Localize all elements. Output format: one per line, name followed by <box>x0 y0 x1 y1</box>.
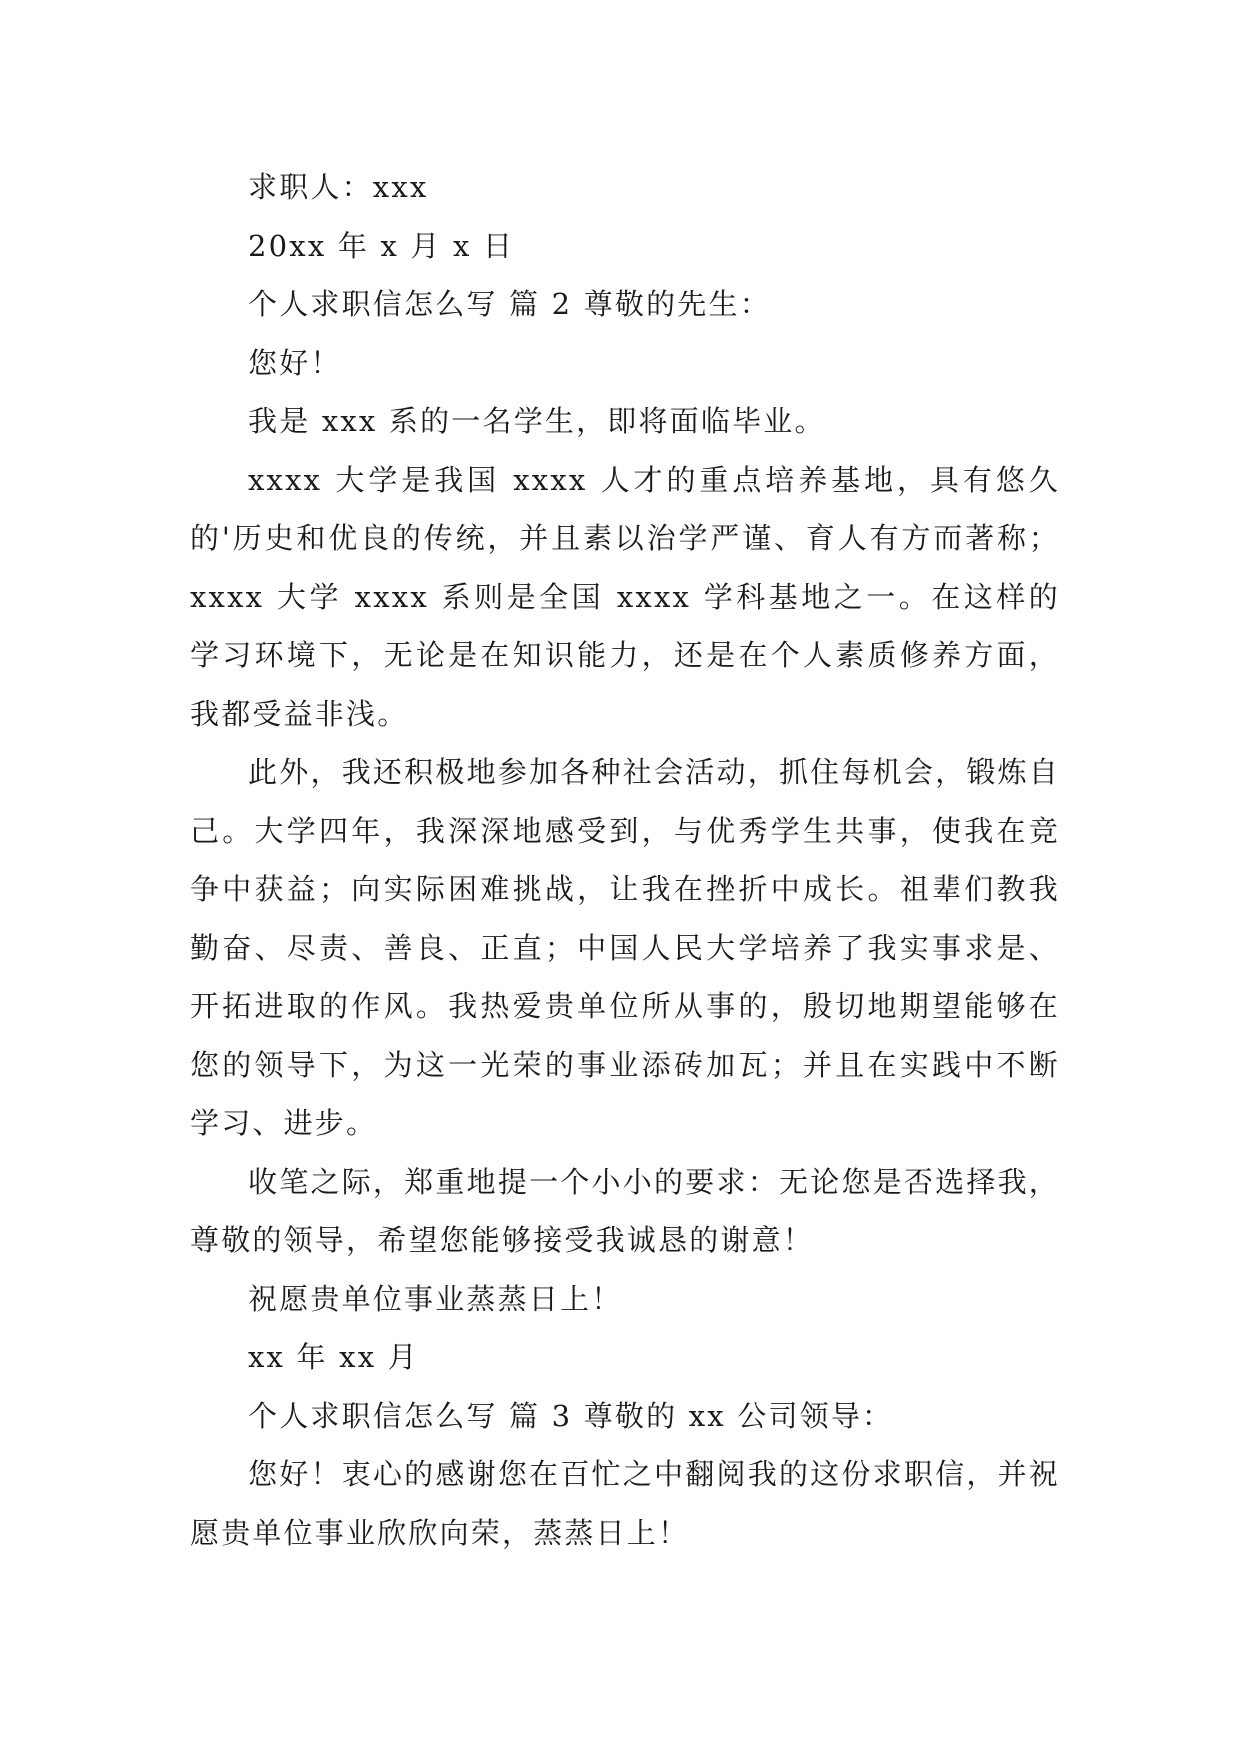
applicant-signature: 求职人：xxx <box>248 170 429 204</box>
greeting: 您好！ <box>248 345 342 380</box>
intro-paragraph: 我是 xxx 系的一名学生，即将面临毕业。 <box>248 404 826 438</box>
wishes-line: 祝愿贵单位事业蒸蒸日上！ <box>248 1281 623 1316</box>
university-paragraph: xxxx 大学是我国 xxxx 人才的重点培养基地，具有悠久的'历史和优良的传统，并且素以治学严谨、育人有方而著称；xxxx 大学 xxxx 系则是全国 xxxx 学科基地之一。在这样的学习环境下，无论是在知识能力，还是在个人素质修养方面，我都受益非浅。 <box>190 462 1060 731</box>
letter-date: 20xx 年 x 月 x 日 <box>248 228 515 263</box>
section-heading-3: 个人求职信怎么写 篇 3 尊敬的 xx 公司领导： <box>248 1398 894 1433</box>
document-body <box>190 158 1060 1562</box>
section-heading-2: 个人求职信怎么写 篇 2 尊敬的先生： <box>248 287 771 321</box>
closing-date: xx 年 xx 月 <box>248 1340 419 1374</box>
activities-paragraph: 此外，我还积极地参加各种社会活动，抓住每机会，锻炼自己。大学四年，我深深地感受到，与优秀学生共事，使我在竞争中获益；向实际困难挑战，让我在挫折中成长。祖辈们教我勤奋、尽责、善良、正直；中国人民大学培养了我实事求是、开拓进取的作风。我热爱贵单位所从事的，殷切地期望能够在您的领导下，为这一光荣的事业添砖加瓦；并且在实践中不断学习、进步。 <box>190 755 1060 1140</box>
closing-paragraph: 收笔之际，郑重地提一个小小的要求：无论您是否选择我，尊敬的领导，希望您能够接受我诚恳的谢意！ <box>190 1164 1060 1257</box>
letter-3-opening: 您好！衷心的感谢您在百忙之中翻阅我的这份求职信，并祝愿贵单位事业欣欣向荣，蒸蒸日上！ <box>190 1457 1060 1550</box>
